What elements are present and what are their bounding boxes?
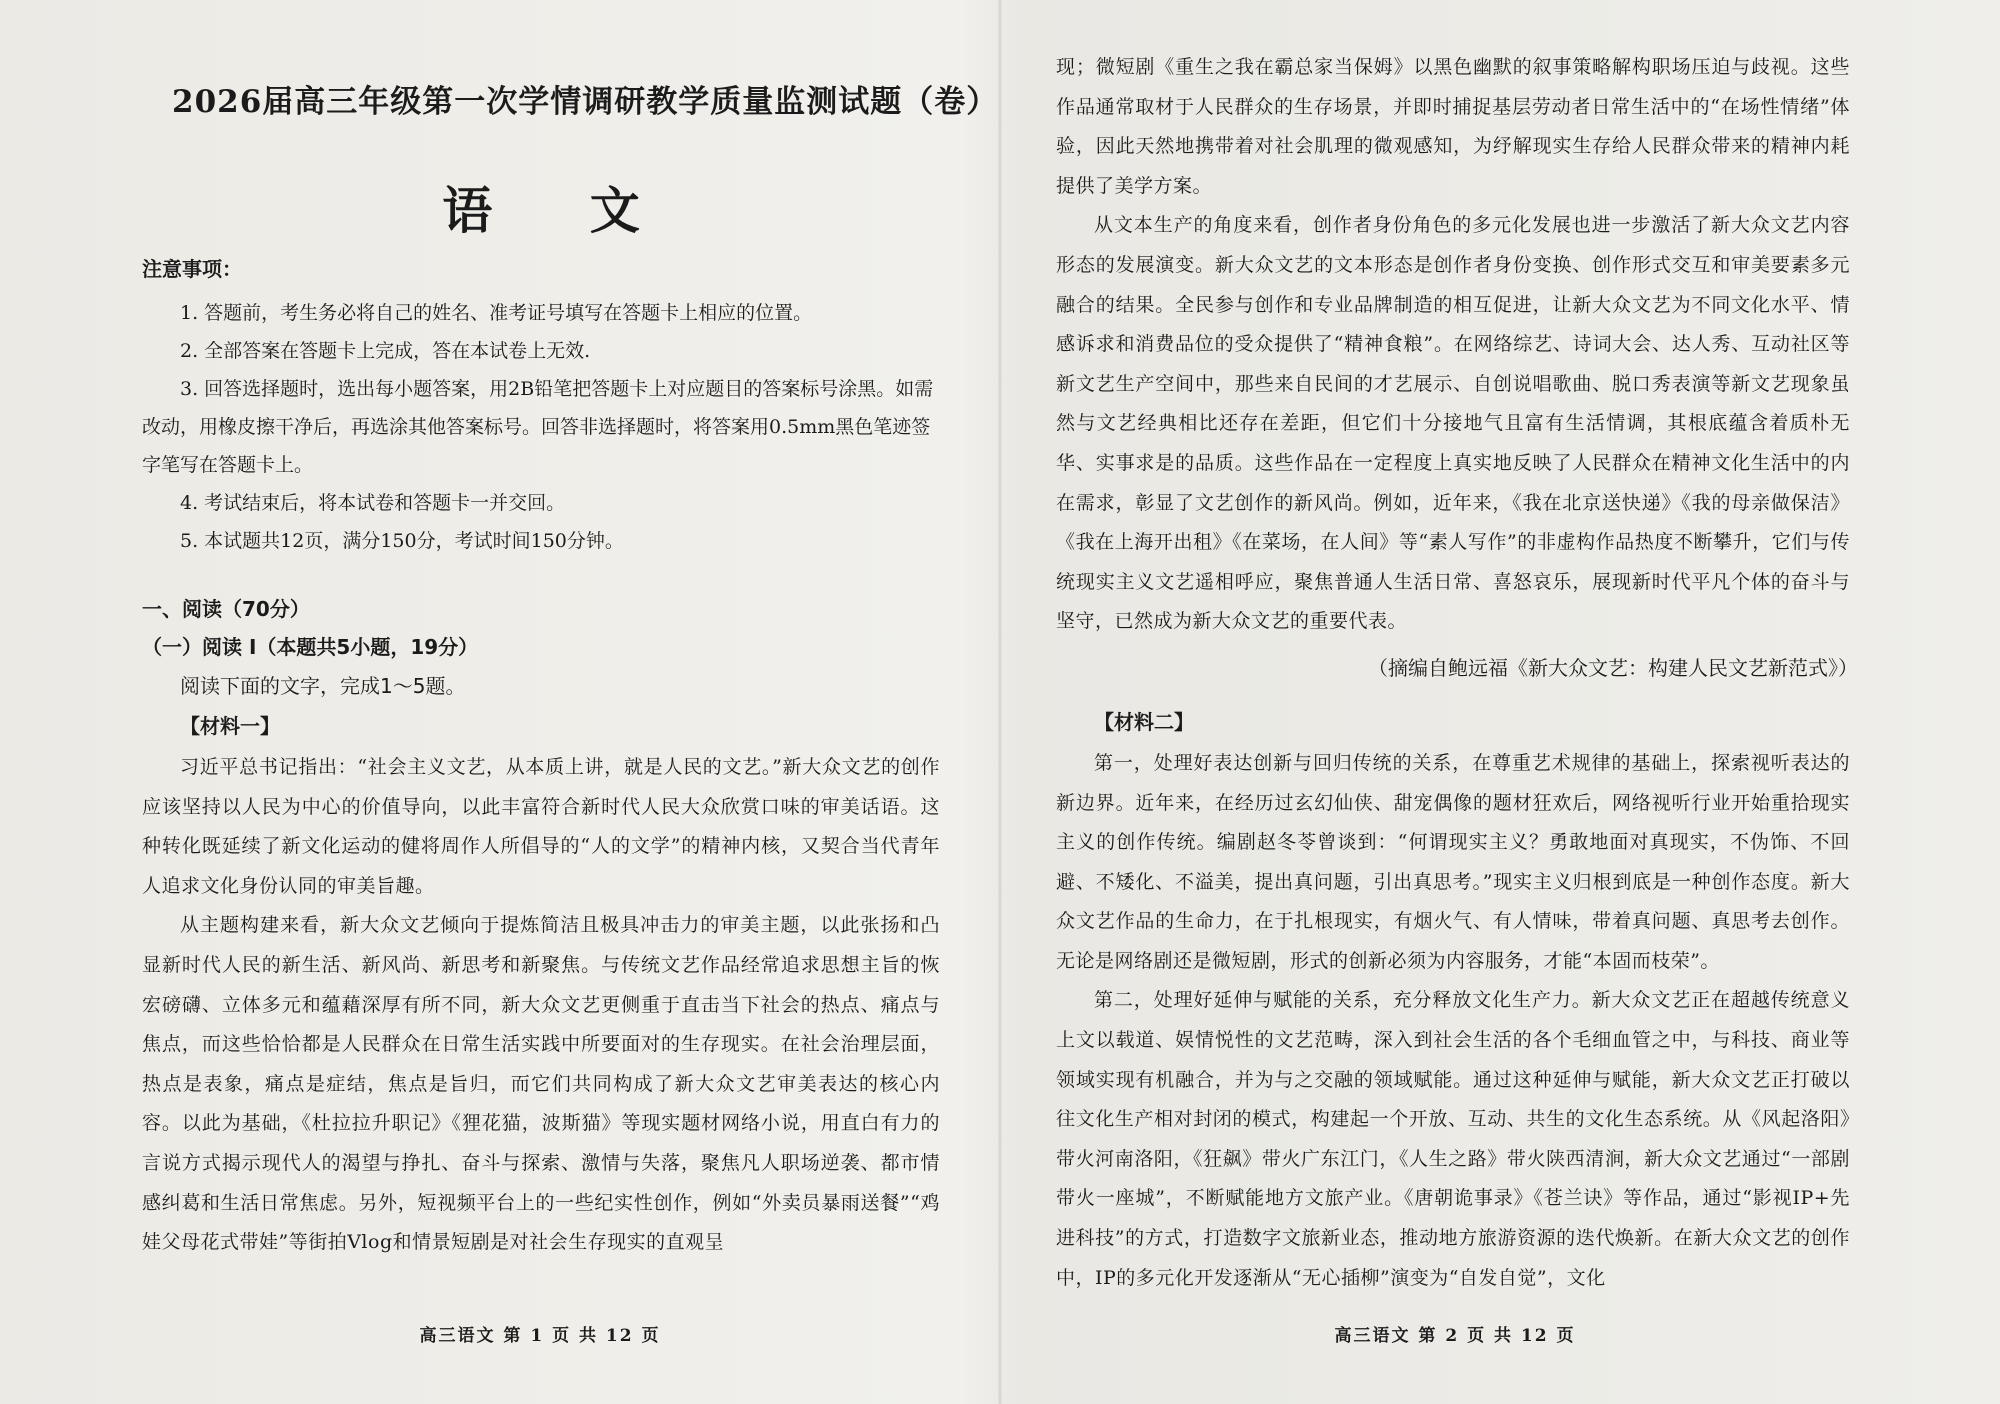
notice-item: 4. 考试结束后，将本试卷和答题卡一并交回。: [180, 492, 566, 514]
material-one-paragraph: 从主题构建来看，新大众文艺倾向于提炼简洁且极具冲击力的审美主题，以此张扬和凸显新时代人民的新生活、新风尚、新思考和新聚焦。与传统文艺作品经常追求思想主旨的恢宏磅礴、立体多元和蕴藉深厚有所不同，新大众文艺更侧重于直击当下社会的热点、痛点与焦点，而这些恰恰都是人民群众在日常生活实践中所要面对的生存现实。在社会治理层面，热点是表象，痛点是症结，焦点是旨归，而它们共同构成了新大众文艺审美表达的核心内容。以此为基础，《杜拉拉升职记》《狸花猫，波斯猫》等现实题材网络小说，用直白有力的言说方式揭示现代人的渴望与挣扎、奋斗与探索、激情与失落，聚焦凡人职场逆袭、都市情感纠葛和生活日常焦虑。另外，短视频平台上的一些纪实性创作，例如“外卖员暴雨送餐”“鸡娃父母花式带娃”等街拍Vlog和情景短剧是对社会生存现实的直观呈: [142, 914, 940, 1254]
reading-instruction: 阅读下面的文字，完成1～5题。: [180, 674, 466, 698]
material-two-paragraph: 第二，处理好延伸与赋能的关系，充分释放文化生产力。新大众文艺正在超越传统意义上文以载道、娱情悦性的文艺范畴，深入到社会生活的各个毛细血管之中，与科技、商业等领域实现有机融合，并为与之交融的领域赋能。通过这种延伸与赋能，新大众文艺正打破以往文化生产相对封闭的模式，构建起一个开放、互动、共生的文化生态系统。从《风起洛阳》带火河南洛阳，《狂飙》带火广东江门，《人生之路》带火陕西清涧，新大众文艺通过“一部剧带火一座城”，不断赋能地方文旅产业。《唐朝诡事录》《苍兰诀》等作品，通过“影视IP+先进科技”的方式，打造数字文旅新业态，推动地方旅游资源的迭代焕新。在新大众文艺的创作中，IP的多元化开发逐渐从“无心插柳”演变为“自发自觉”，文化: [1056, 989, 1850, 1289]
exam-title: 2026届高三年级第一次学情调研教学质量监测试题（卷）: [172, 84, 999, 120]
material-two-label: 【材料二】: [1094, 709, 1194, 734]
notice-item: 5. 本试题共12页，满分150分，考试时间150分钟。: [180, 530, 624, 552]
material-one-paragraph: 习近平总书记指出：“社会主义文艺，从本质上讲，就是人民的文艺。”新大众文艺的创作应该坚持以人民为中心的价值导向，以此丰富符合新时代人民大众欣赏口味的审美话语。这种转化既延续了新文化运动的健将周作人所倡导的“人的文学”的精神内核，又契合当代青年人追求文化身份认同的审美旨趣。: [142, 756, 940, 897]
notice-item: 1. 答题前，考生务必将自己的姓名、准考证号填写在答题卡上相应的位置。: [180, 302, 813, 324]
subject-title: 语 文: [442, 181, 680, 240]
material-one-label: 【材料一】: [180, 714, 280, 738]
section-title: 一、阅读（70分）: [142, 597, 310, 621]
material-two-paragraph: 第一，处理好表达创新与回归传统的关系，在尊重艺术规律的基础上，探索视听表达的新边界。近年来，在经历过玄幻仙侠、甜宠偶像的题材狂欢后，网络视听行业开始重拾现实主义的创作传统。编剧赵冬苓曾谈到：“何谓现实主义？勇敢地面对真现实，不伪饰、不回避、不矮化、不溢美，提出真问题，引出真思考。”现实主义归根到底是一种创作态度。新大众文艺作品的生命力，在于扎根现实，有烟火气、有人情味，带着真问题、真思考去创作。无论是网络剧还是微短剧，形式的创新必须为内容服务，才能“本固而枝荣”。: [1056, 751, 1850, 972]
material-source: （摘编自鲍远福《新大众文艺：构建人民文艺新范式》）: [1368, 655, 1858, 680]
material-one-paragraph: 从文本生产的角度来看，创作者身份角色的多元化发展也进一步激活了新大众文艺内容形态的发展演变。新大众文艺的文本形态是创作者身份变换、创作形式交互和审美要素多元融合的结果。全民参与创作和专业品牌制造的相互促进，让新大众文艺为不同文化水平、情感诉求和消费品位的受众提供了“精神食粮”。在网络综艺、诗词大会、达人秀、互动社区等新文艺生产空间中，那些来自民间的才艺展示、自创说唱歌曲、脱口秀表演等新文艺现象虽然与文艺经典相比还存在差距，但它们十分接地气且富有生活情调，其根底蕴含着质朴无华、实事求是的品质。这些作品在一定程度上真实地反映了人民群众在精神文化生活中的内在需求，彰显了文艺创作的新风尚。例如，近年来，《我在北京送快递》《我的母亲做保洁》《我在上海开出租》《在菜场，在人间》等“素人写作”的非虚构作品热度不断攀升，它们与传统现实主义文艺遥相呼应，聚焦普通人生活日常、喜怒哀乐，展现新时代平凡个体的奋斗与坚守，已然成为新大众文艺的重要代表。: [1056, 214, 1850, 633]
notice-item: 3. 回答选择题时，选出每小题答案，用2B铅笔把答题卡上对应题目的答案标号涂黑。如需改动，用橡皮擦干净后，再选涂其他答案标号。回答非选择题时，将答案用0.5mm黑色笔迹签字笔写在答题卡上。: [142, 378, 934, 476]
page-footer: 高三语文 第 2 页 共 12 页: [1334, 1326, 1576, 1346]
notice-heading: 注意事项：: [142, 257, 242, 281]
page-two: [1000, 0, 2000, 1404]
material-one-continuation: 现；微短剧《重生之我在霸总家当保姆》以黑色幽默的叙事策略解构职场压迫与歧视。这些作品通常取材于人民群众的生存场景，并即时捕捉基层劳动者日常生活中的“在场性情绪”体验，因此天然地携带着对社会肌理的微观感知，为纾解现实生存给人民群众带来的精神内耗提供了美学方案。: [1056, 56, 1850, 197]
page-footer: 高三语文 第 1 页 共 12 页: [419, 1326, 661, 1346]
notice-item: 2. 全部答案在答题卡上完成，答在本试卷上无效.: [180, 340, 591, 362]
subsection-title: （一）阅读 Ⅰ（本题共5小题，19分）: [142, 635, 479, 659]
